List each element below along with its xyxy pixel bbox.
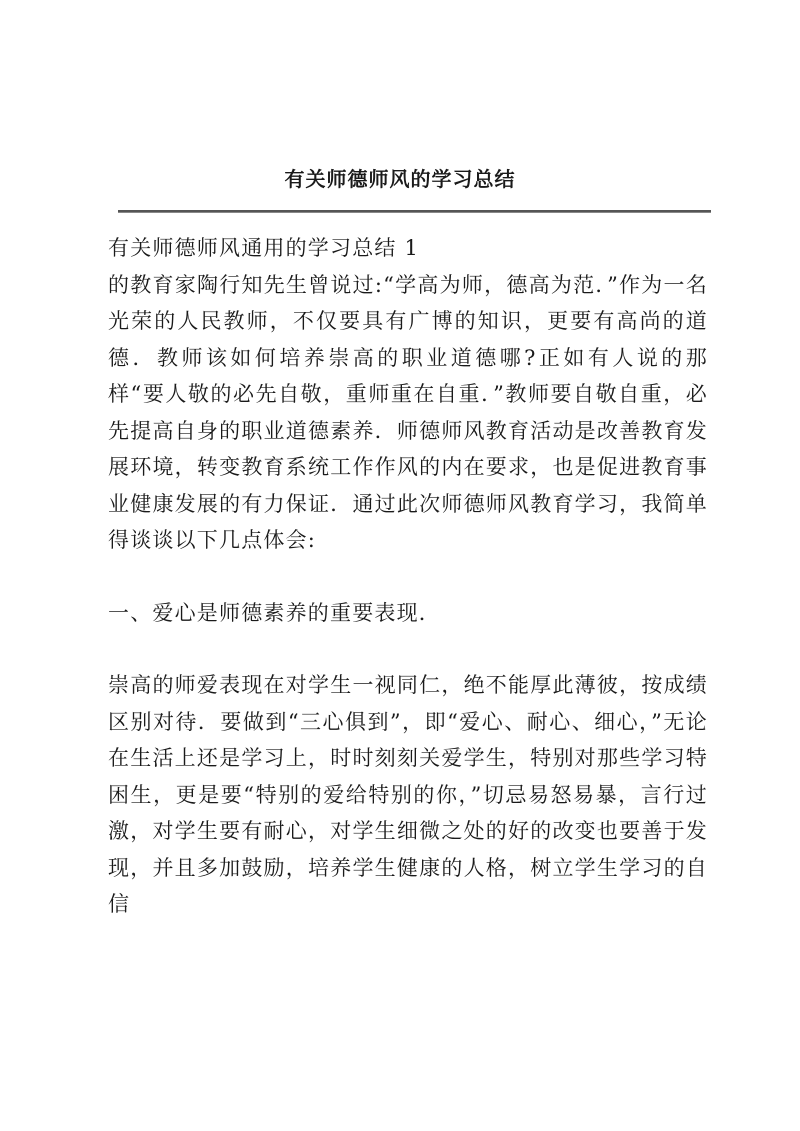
section-subtitle: 有关师德师风通用的学习总结 1 <box>108 236 420 260</box>
document-body <box>108 230 708 923</box>
paragraph-love: 崇高的师爱表现在对学生一视同仁，绝不能厚此薄彼，按成绩区别对待．要做到“三心俱到”，即“爱心、耐心、细心，”无论在生活上还是学习上，时时刻刻关爱学生，特别对那些学习特困生，更是要“特别的爱给特别的你，”切忌易怒易暴，言行过激，对学生要有耐心，对学生细微之处的好的改变也要善于发现，并且多加鼓励，培养学生健康的人格，树立学生学习的自信 <box>108 673 708 916</box>
title-divider <box>118 210 711 213</box>
paragraph-intro: 的教育家陶行知先生曾说过:“学高为师，德高为范．”作为一名光荣的人民教师，不仅要具有广博的知识，更要有高尚的道德．教师该如何培养崇高的职业道德哪?正如有人说的那样“要人敬的必先自敬，重师重在自重．”教师要自敬自重，必先提高自身的职业道德素养．师德师风教育活动是改善教育发展环境，转变教育系统工作作风的内在要求，也是促进教育事业健康发展的有力保证．通过此次师德师风教育学习，我简单得谈谈以下几点体会: <box>108 272 708 552</box>
paragraph-gap <box>108 559 708 595</box>
document-title: 有关师德师风的学习总结 <box>284 167 516 191</box>
paragraph-gap <box>108 631 708 667</box>
section-heading-1: 一、爱心是师德素养的重要表现． <box>108 600 441 625</box>
